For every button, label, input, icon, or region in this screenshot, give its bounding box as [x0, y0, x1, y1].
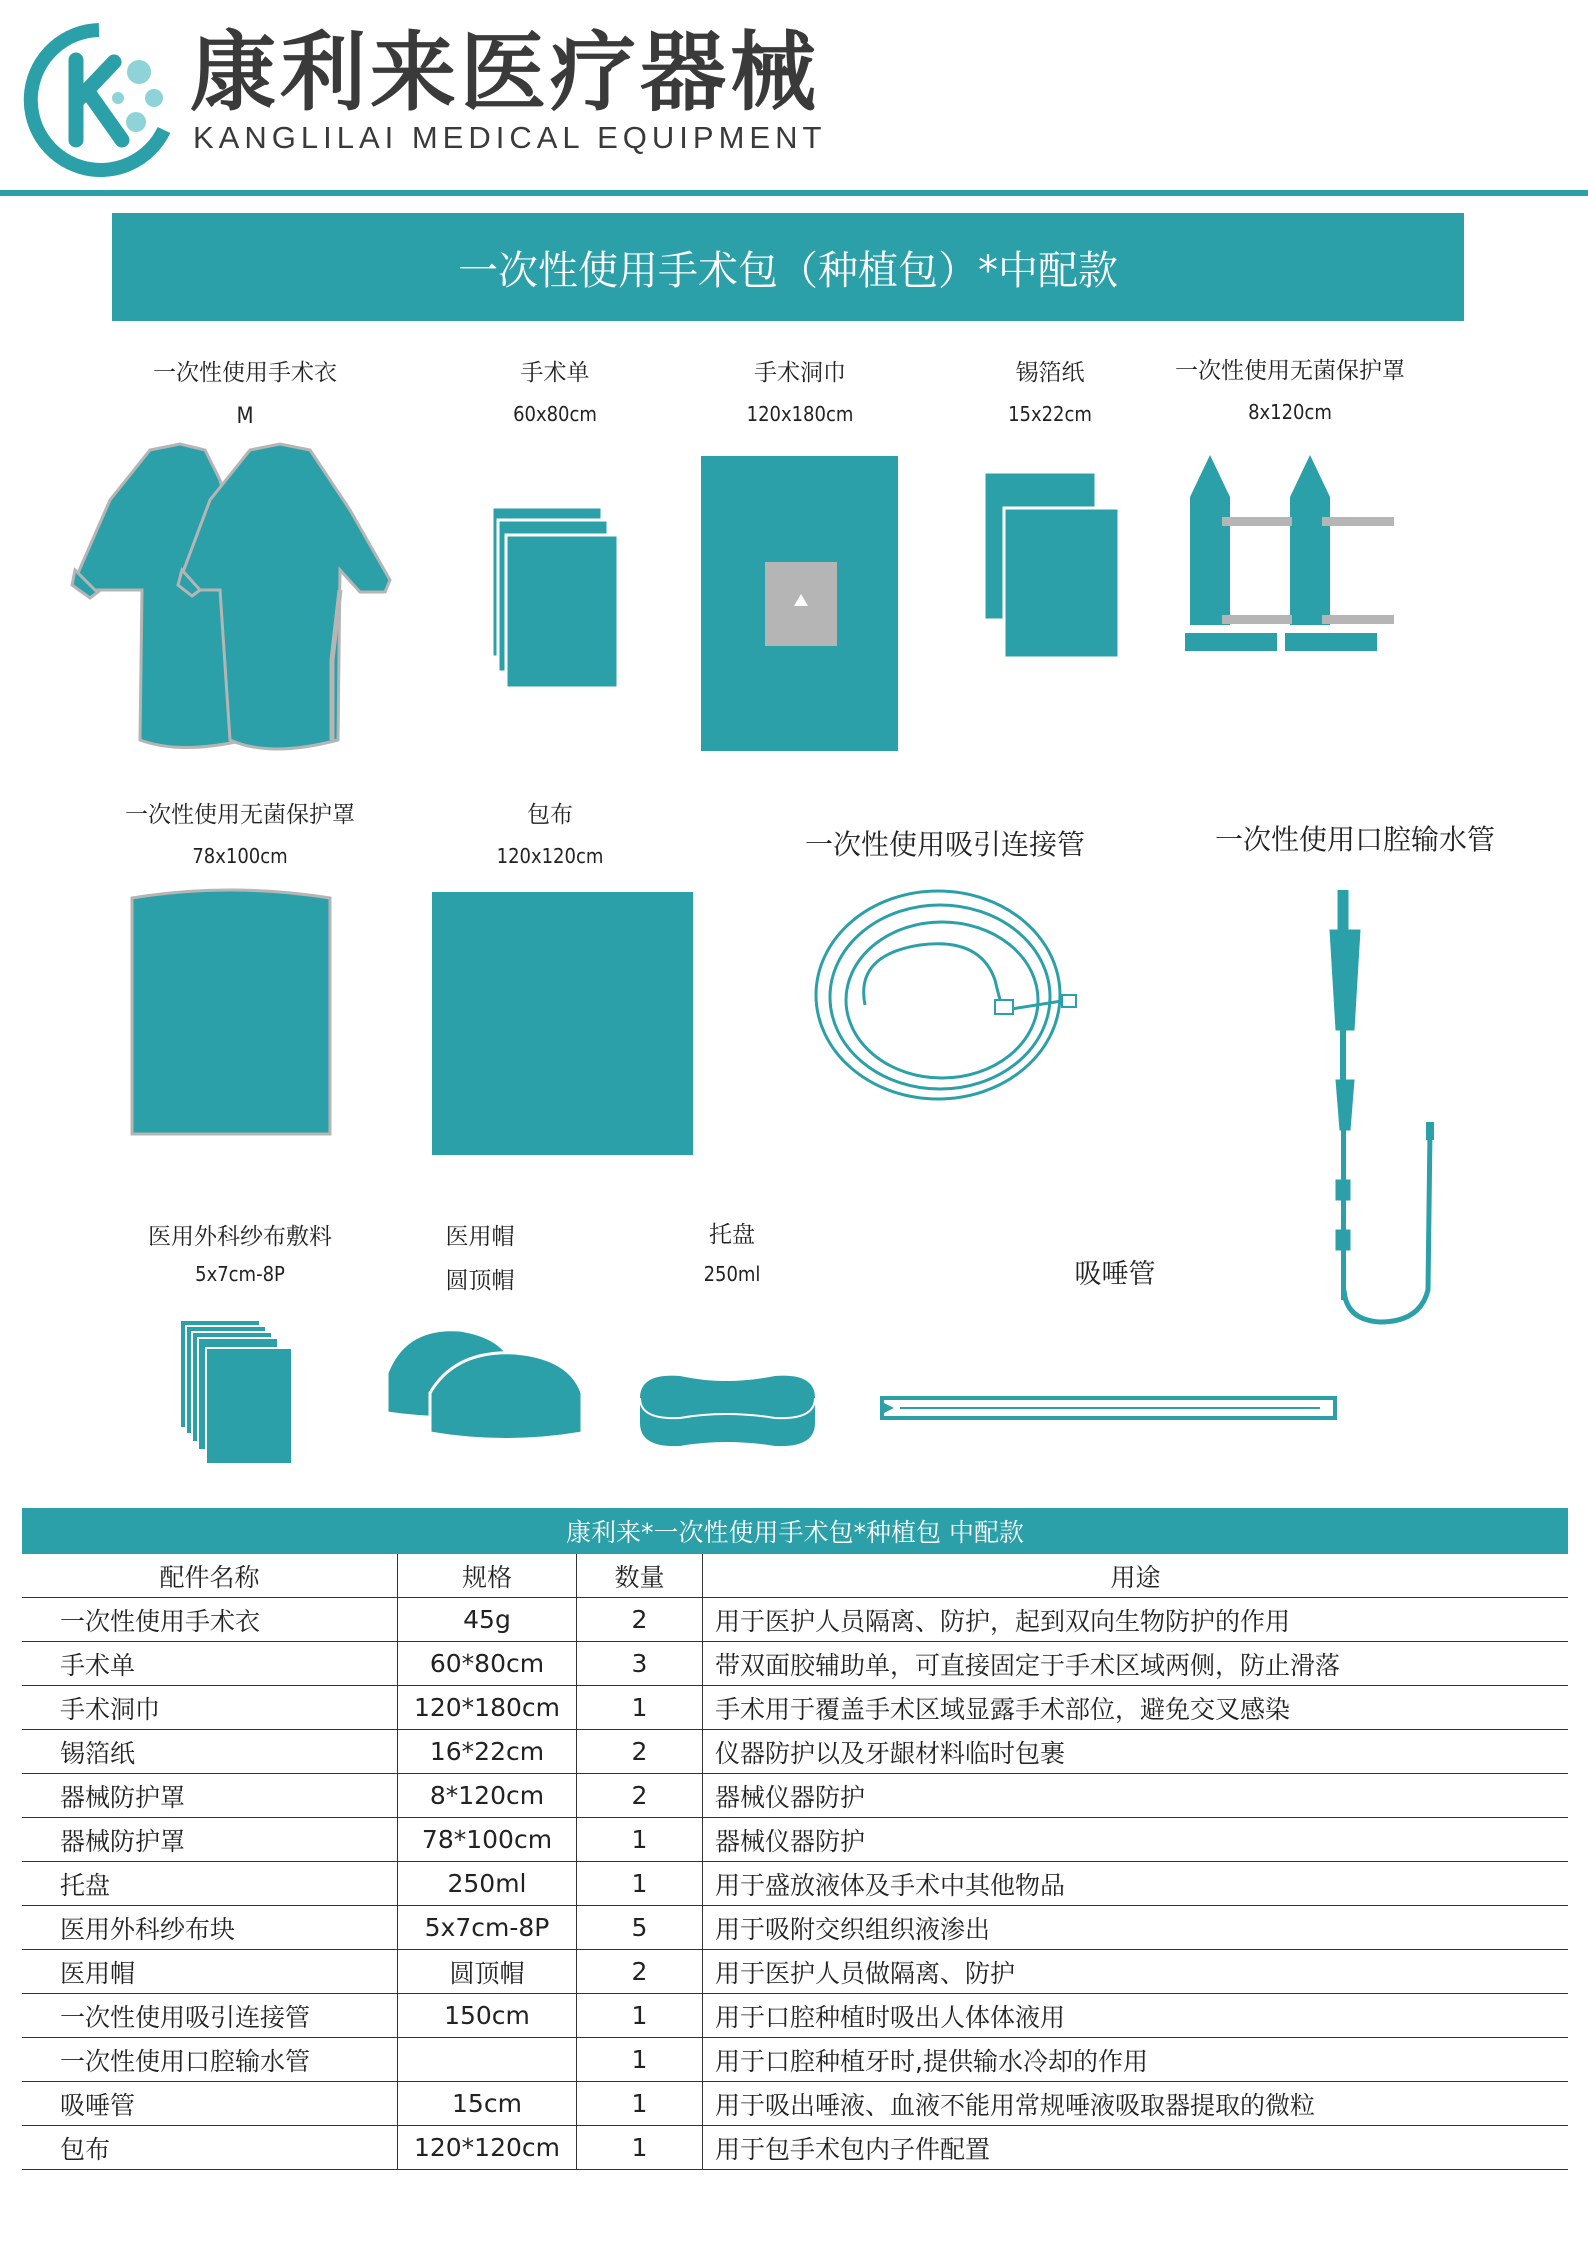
- cell-name: 手术单: [22, 1642, 398, 1686]
- gauze-spec: 5x7cm-8P: [195, 1262, 285, 1286]
- cell-qty: 1: [577, 1818, 703, 1862]
- cell-qty: 2: [577, 1598, 703, 1642]
- gown-spec: M: [236, 404, 254, 429]
- gown-label: 一次性使用手术衣: [153, 360, 337, 386]
- medical-cap-icon: [385, 1318, 585, 1443]
- cell-qty: 2: [577, 1950, 703, 1994]
- saliva-ejector-label: 吸唾管: [1074, 1259, 1156, 1290]
- cell-name: 医用帽: [22, 1950, 398, 1994]
- fenestrated-drape-icon: [700, 455, 900, 755]
- foil-sheet-icon: [982, 470, 1122, 660]
- table-row: [22, 1730, 1568, 1774]
- component-table: [22, 1554, 1568, 2170]
- cell-qty: 5: [577, 1906, 703, 1950]
- cell-spec: 120*180cm: [398, 1686, 577, 1730]
- cell-spec: 15cm: [398, 2082, 577, 2126]
- foil-spec: 15x22cm: [1008, 402, 1092, 426]
- table-row: [22, 2038, 1568, 2082]
- cell-qty: 1: [577, 1862, 703, 1906]
- cell-name: 托盘: [22, 1862, 398, 1906]
- cell-spec: 78*100cm: [398, 1818, 577, 1862]
- cell-qty: 2: [577, 1730, 703, 1774]
- table-row: [22, 1686, 1568, 1730]
- gauze-pad-icon: [178, 1318, 298, 1468]
- cell-name: 包布: [22, 2126, 398, 2170]
- cell-use: 手术用于覆盖手术区域显露手术部位，避免交叉感染: [703, 1686, 1569, 1730]
- cover-small-label: 一次性使用无菌保护罩: [1175, 358, 1405, 384]
- cell-spec: 60*80cm: [398, 1642, 577, 1686]
- cover-large-label: 一次性使用无菌保护罩: [125, 802, 355, 828]
- cell-name: 一次性使用吸引连接管: [22, 1994, 398, 2038]
- cell-name: 一次性使用手术衣: [22, 1598, 398, 1642]
- foil-label: 锡箔纸: [1015, 360, 1085, 386]
- drape-sheet-label: 手术单: [520, 360, 590, 386]
- cell-use: 器械仪器防护: [703, 1774, 1569, 1818]
- tray-icon: [635, 1368, 820, 1453]
- cell-spec: 8*120cm: [398, 1774, 577, 1818]
- title-banner: [112, 213, 1464, 321]
- cell-use: 用于包手术包内子件配置: [703, 2126, 1569, 2170]
- tray-label: 托盘: [709, 1222, 755, 1248]
- cell-name: 锡箔纸: [22, 1730, 398, 1774]
- cell-spec: 圆顶帽: [398, 1950, 577, 1994]
- sterile-cover-large-icon: [130, 888, 335, 1138]
- column-header-name: 配件名称: [22, 1554, 398, 1598]
- cell-spec: [398, 2038, 577, 2082]
- irrigation-tube-label: 一次性使用口腔输水管: [1214, 823, 1495, 856]
- cell-use: 用于吸出唾液、血液不能用常规唾液吸取器提取的微粒: [703, 2082, 1569, 2126]
- cell-qty: 1: [577, 2038, 703, 2082]
- irrigation-tube-icon: [1310, 890, 1470, 1330]
- cell-qty: 1: [577, 2082, 703, 2126]
- company-logo-icon: [14, 20, 184, 180]
- cell-name: 医用外科纱布块: [22, 1906, 398, 1950]
- wrap-spec: 120x120cm: [496, 844, 604, 868]
- cell-use: 用于医护人员做隔离、防护: [703, 1950, 1569, 1994]
- tray-spec: 250ml: [703, 1262, 761, 1286]
- column-header-spec: 规格: [398, 1554, 577, 1598]
- brand-name-cn: 康利来医疗器械: [190, 23, 820, 123]
- cell-spec: 120*120cm: [398, 2126, 577, 2170]
- table-row: [22, 2082, 1568, 2126]
- suction-tube-icon: [810, 885, 1100, 1105]
- cell-use: 用于口腔种植牙时,提供输水冷却的作用: [703, 2038, 1569, 2082]
- surgical-gown-icon: [70, 440, 430, 760]
- wrap-cloth-icon: [430, 890, 696, 1158]
- saliva-ejector-icon: [880, 1390, 1340, 1426]
- cell-qty: 1: [577, 1994, 703, 2038]
- cell-name: 器械防护罩: [22, 1774, 398, 1818]
- cell-use: 用于口腔种植时吸出人体体液用: [703, 1994, 1569, 2038]
- cell-use: 器械仪器防护: [703, 1818, 1569, 1862]
- suction-tube-label: 一次性使用吸引连接管: [804, 828, 1085, 861]
- table-row: [22, 2126, 1568, 2170]
- cell-qty: 3: [577, 1642, 703, 1686]
- cover-small-spec: 8x120cm: [1248, 400, 1332, 424]
- table-row: [22, 1862, 1568, 1906]
- cell-name: 器械防护罩: [22, 1818, 398, 1862]
- cell-name: 吸唾管: [22, 2082, 398, 2126]
- table-row: [22, 1818, 1568, 1862]
- cap-spec: 圆顶帽: [445, 1268, 515, 1294]
- cell-spec: 250ml: [398, 1862, 577, 1906]
- cell-use: 带双面胶辅助单，可直接固定于手术区域两侧，防止滑落: [703, 1642, 1569, 1686]
- cell-spec: 45g: [398, 1598, 577, 1642]
- table-row: [22, 1598, 1568, 1642]
- header-divider: [0, 190, 1588, 196]
- table-row: [22, 1774, 1568, 1818]
- cell-qty: 1: [577, 2126, 703, 2170]
- cover-large-spec: 78x100cm: [192, 844, 288, 868]
- sterile-cover-small-icon: [1180, 455, 1400, 660]
- table-row: [22, 1950, 1568, 1994]
- table-row: [22, 1994, 1568, 2038]
- table-row: [22, 1906, 1568, 1950]
- cell-qty: 1: [577, 1686, 703, 1730]
- cell-use: 用于吸附交织组织液渗出: [703, 1906, 1569, 1950]
- brand-name-en: KANGLILAI MEDICAL EQUIPMENT: [193, 120, 827, 155]
- cell-use: 用于医护人员隔离、防护，起到双向生物防护的作用: [703, 1598, 1569, 1642]
- table-title: 康利来*一次性使用手术包*种植包 中配款: [22, 1508, 1568, 1554]
- fenestrated-drape-spec: 120x180cm: [746, 402, 854, 426]
- gauze-label: 医用外科纱布敷料: [148, 1224, 332, 1250]
- cap-label: 医用帽: [445, 1224, 515, 1250]
- drape-sheet-icon: [490, 505, 620, 690]
- cell-spec: 5x7cm-8P: [398, 1906, 577, 1950]
- column-header-use: 用途: [703, 1554, 1569, 1598]
- fenestrated-drape-label: 手术洞巾: [754, 360, 846, 386]
- table-row: [22, 1642, 1568, 1686]
- cell-name: 一次性使用口腔输水管: [22, 2038, 398, 2082]
- column-header-qty: 数量: [577, 1554, 703, 1598]
- wrap-label: 包布: [527, 802, 573, 828]
- cell-qty: 2: [577, 1774, 703, 1818]
- cell-use: 仪器防护以及牙龈材料临时包裹: [703, 1730, 1569, 1774]
- page-title: 一次性使用手术包（种植包）*中配款: [458, 247, 1118, 294]
- cell-spec: 16*22cm: [398, 1730, 577, 1774]
- cell-use: 用于盛放液体及手术中其他物品: [703, 1862, 1569, 1906]
- table-header-row: [22, 1554, 1568, 1598]
- cell-name: 手术洞巾: [22, 1686, 398, 1730]
- drape-sheet-spec: 60x80cm: [513, 402, 597, 426]
- cell-spec: 150cm: [398, 1994, 577, 2038]
